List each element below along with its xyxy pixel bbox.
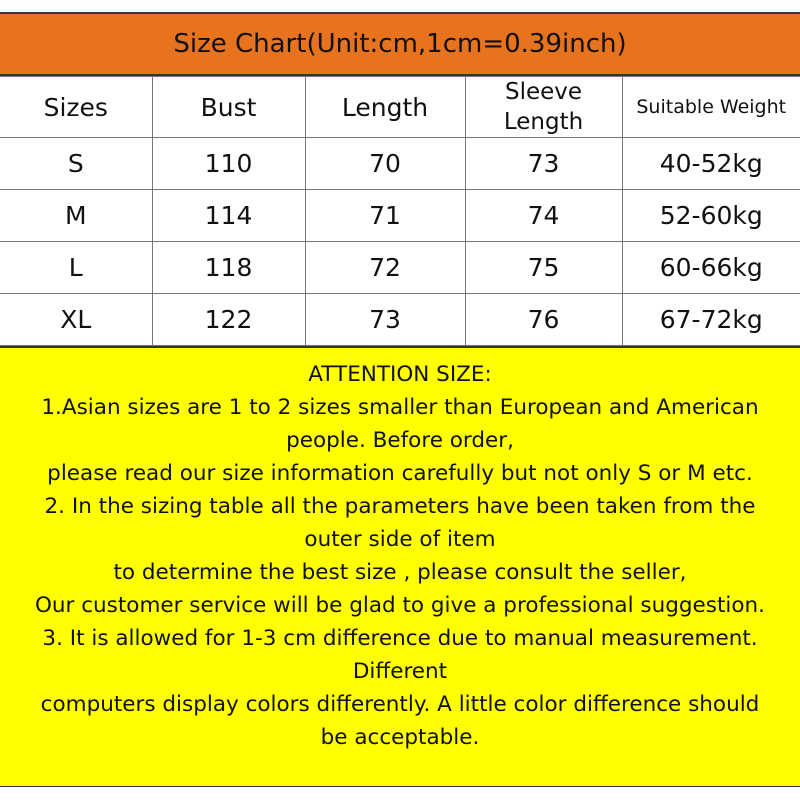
- notice-line: please read our size information carefully but not only S or M etc.: [47, 461, 753, 486]
- cell-weight: 52-60kg: [622, 190, 800, 242]
- size-table: [0, 76, 800, 346]
- header-length: Length: [305, 77, 465, 138]
- cell-sleeve: 75: [465, 242, 622, 294]
- table-row: [0, 242, 800, 294]
- cell-length: 71: [305, 190, 465, 242]
- cell-size: XL: [0, 294, 152, 346]
- chart-title: Size Chart(Unit:cm,1cm=0.39inch): [0, 14, 800, 76]
- header-bust: Bust: [152, 77, 305, 138]
- notice-line: Our customer service will be glad to give a professional suggestion.: [35, 593, 765, 618]
- cell-size: S: [0, 138, 152, 190]
- header-suitable-weight: Suitable Weight: [622, 77, 800, 138]
- cell-sleeve: 74: [465, 190, 622, 242]
- table-row: [0, 138, 800, 190]
- notice-line: people. Before order,: [286, 428, 514, 453]
- size-chart: [0, 12, 800, 787]
- notice-line: 1.Asian sizes are 1 to 2 sizes smaller than European and American: [41, 395, 759, 420]
- cell-bust: 114: [152, 190, 305, 242]
- cell-size: L: [0, 242, 152, 294]
- cell-sleeve: 76: [465, 294, 622, 346]
- cell-length: 72: [305, 242, 465, 294]
- table-header-row: [0, 77, 800, 138]
- notice-line: 3. It is allowed for 1-3 cm difference due to manual measurement.: [42, 626, 758, 651]
- notice-line: computers display colors differently. A little color difference should: [40, 692, 760, 717]
- cell-sleeve: 73: [465, 138, 622, 190]
- attention-notice: [0, 346, 800, 786]
- cell-weight: 67-72kg: [622, 294, 800, 346]
- cell-length: 73: [305, 294, 465, 346]
- notice-line: be acceptable.: [320, 725, 480, 750]
- cell-bust: 122: [152, 294, 305, 346]
- cell-weight: 40-52kg: [622, 138, 800, 190]
- cell-bust: 110: [152, 138, 305, 190]
- header-sleeve-length: Sleeve Length: [465, 77, 622, 138]
- notice-heading: ATTENTION SIZE:: [308, 362, 492, 387]
- notice-line: outer side of item: [304, 527, 496, 552]
- cell-bust: 118: [152, 242, 305, 294]
- header-sizes: Sizes: [0, 77, 152, 138]
- notice-line: Different: [352, 659, 448, 684]
- cell-weight: 60-66kg: [622, 242, 800, 294]
- table-row: [0, 294, 800, 346]
- table-row: [0, 190, 800, 242]
- notice-line: to determine the best size , please consult the seller,: [113, 560, 687, 585]
- cell-length: 70: [305, 138, 465, 190]
- cell-size: M: [0, 190, 152, 242]
- notice-line: 2. In the sizing table all the parameters have been taken from the: [44, 494, 756, 519]
